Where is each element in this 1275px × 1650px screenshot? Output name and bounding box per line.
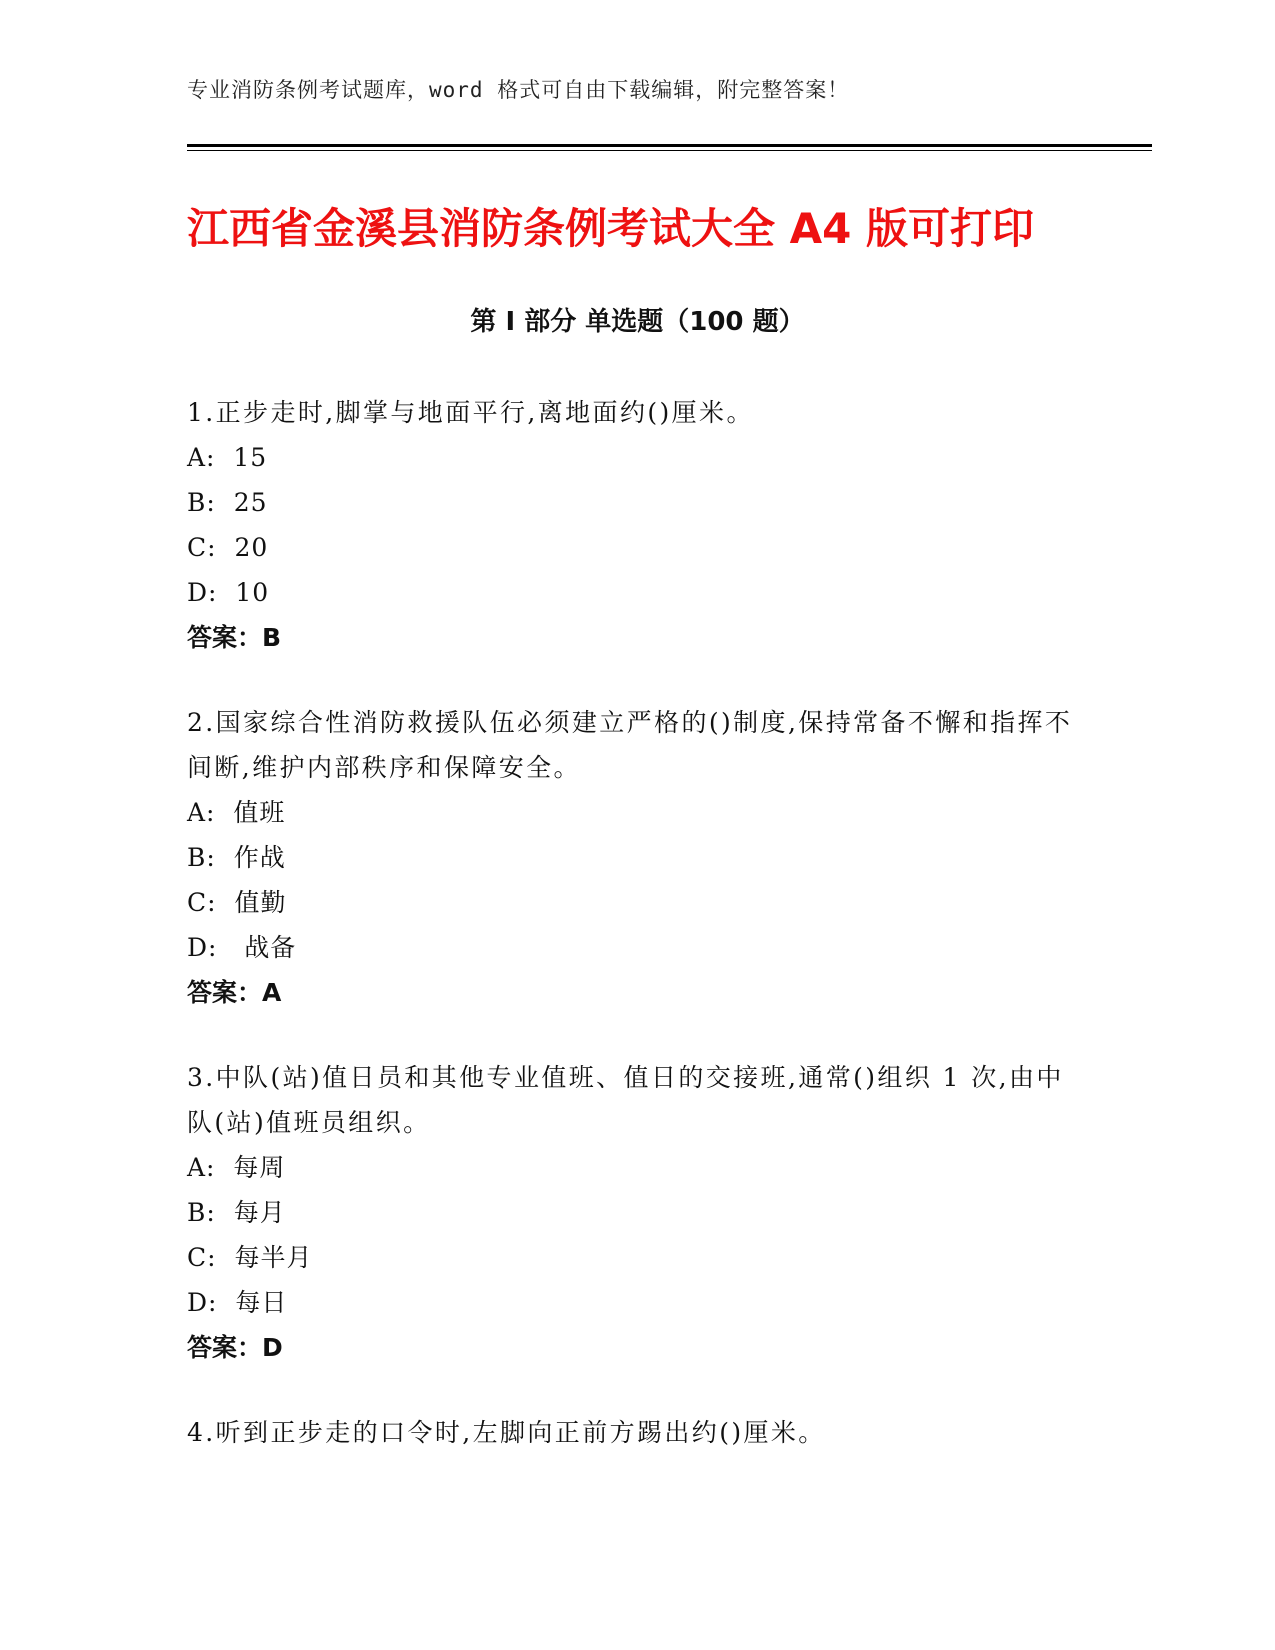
option-a: A: 15 [187, 443, 268, 472]
header-rule-thick [187, 144, 1152, 147]
question-stem: 1.正步走时,脚掌与地面平行,离地面约()厘米。 [187, 398, 754, 427]
option-a: A: 值班 [187, 798, 286, 827]
question-4 [187, 1410, 1087, 1455]
question-stem: 3.中队(站)值日员和其他专业值班、值日的交接班,通常()组织 1 次,由中队(站)值班员组织。 [187, 1063, 1064, 1137]
question-list [187, 390, 1087, 1495]
option-b: B: 25 [187, 488, 268, 517]
option-b: B: 作战 [187, 843, 286, 872]
header-rule-thin [187, 150, 1152, 151]
option-b: B: 每月 [187, 1198, 286, 1227]
question-3 [187, 1055, 1087, 1370]
option-c: C: 20 [187, 533, 269, 562]
answer: 答案：D [187, 1333, 283, 1362]
answer: 答案：B [187, 623, 282, 652]
section-title: 第 I 部分 单选题（100 题） [470, 307, 805, 337]
question-stem: 2.国家综合性消防救援队伍必须建立严格的()制度,保持常备不懈和指挥不间断,维护内部秩序和保障安全。 [187, 708, 1073, 782]
option-a: A: 每周 [187, 1153, 286, 1182]
option-d: D: 10 [187, 578, 270, 607]
answer: 答案：A [187, 978, 282, 1007]
header-note: 专业消防条例考试题库，word 格式可自由下载编辑，附完整答案！ [187, 78, 850, 102]
question-1 [187, 390, 1087, 660]
document-title: 江西省金溪县消防条例考试大全 A4 版可打印 [187, 204, 1034, 253]
question-stem: 4.听到正步走的口令时,左脚向正前方踢出约()厘米。 [187, 1418, 826, 1447]
question-2 [187, 700, 1087, 1015]
option-c: C: 值勤 [187, 888, 287, 917]
option-d: D: 每日 [187, 1288, 288, 1317]
option-c: C: 每半月 [187, 1243, 313, 1272]
option-d: D: 战备 [187, 933, 297, 962]
